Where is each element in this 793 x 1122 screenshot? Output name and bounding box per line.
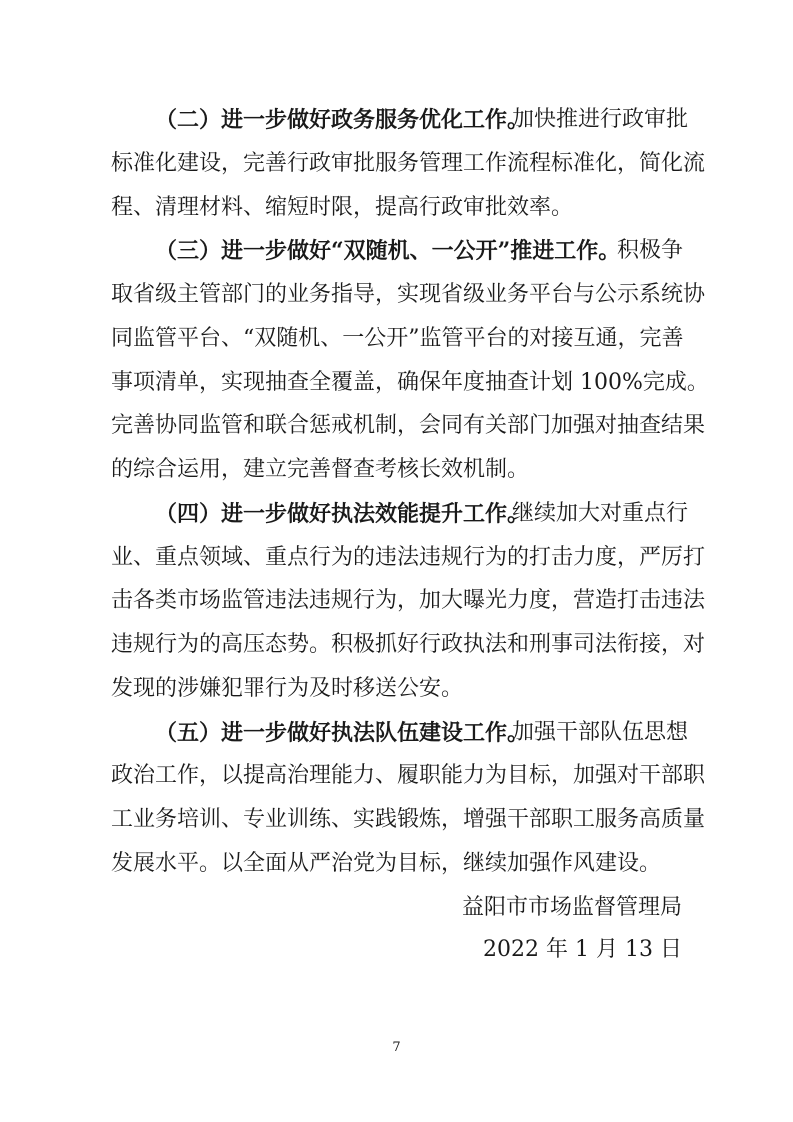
paragraph-line <box>0 756 793 796</box>
paragraph-text: 事项清单，实现抽查全覆盖，确保年度抽查计划 100%完成。 <box>111 370 709 395</box>
paragraph-line <box>0 231 793 271</box>
paragraph-text: 继续加大对重点行 <box>512 501 689 526</box>
paragraph-line <box>0 494 793 534</box>
paragraph-line <box>0 406 793 446</box>
signature-date: 2022 年 1 月 13 日 <box>483 937 682 962</box>
paragraph-text: 加强干部队伍思想 <box>512 720 689 745</box>
paragraph-text: 积极争 <box>617 238 684 263</box>
paragraph-text: 加快推进行政审批 <box>512 107 689 132</box>
paragraph-text: 政治工作，以提高治理能力、履职能力为目标，加强对干部职 <box>111 763 706 788</box>
paragraph-line <box>0 144 793 184</box>
paragraph-text: 标准化建设，完善行政审批服务管理工作流程标准化，简化流 <box>111 151 706 176</box>
paragraph-line <box>0 450 793 490</box>
paragraph-line <box>0 363 793 403</box>
paragraph-line <box>0 800 793 840</box>
paragraph-line <box>0 188 793 228</box>
signature-organization: 益阳市市场监督管理局 <box>462 895 683 920</box>
paragraph-text: 发现的涉嫌犯罪行为及时移送公安。 <box>111 676 464 701</box>
paragraph-text: 业、重点领域、重点行为的违法违规行为的打击力度，严厉打 <box>111 545 706 570</box>
paragraph-text: 的综合运用，建立完善督查考核长效机制。 <box>111 457 530 482</box>
section-heading: （五）进一步做好执法队伍建设工作。 <box>155 720 530 746</box>
paragraph-line <box>0 844 793 884</box>
section-heading: （三）进一步做好“双随机、一公开”推进工作。 <box>155 238 621 264</box>
paragraph-line <box>0 275 793 315</box>
paragraph-text: 发展水平。以全面从严治党为目标，继续加强作风建设。 <box>111 851 662 876</box>
paragraph-text: 违规行为的高压态势。积极抓好行政执法和刑事司法衔接，对 <box>111 632 706 657</box>
paragraph-text: 击各类市场监管违法违规行为，加大曝光力度，营造打击违法 <box>111 588 706 613</box>
paragraph-line <box>0 538 793 578</box>
paragraph-text: 完善协同监管和联合惩戒机制，会同有关部门加强对抽查结果 <box>111 413 706 438</box>
paragraph-text: 程、清理材料、缩短时限，提高行政审批效率。 <box>111 195 574 220</box>
paragraph-line <box>0 100 793 140</box>
paragraph-text: 取省级主管部门的业务指导，实现省级业务平台与公示系统协 <box>111 282 706 307</box>
paragraph-line <box>0 319 793 359</box>
paragraph-line <box>0 581 793 621</box>
paragraph-line <box>0 669 793 709</box>
section-heading: （四）进一步做好执法效能提升工作。 <box>155 501 530 527</box>
paragraph-line <box>0 713 793 753</box>
paragraph-text: 工业务培训、专业训练、实践锻炼，增强干部职工服务高质量 <box>111 807 706 832</box>
paragraph-line <box>0 625 793 665</box>
section-heading: （二）进一步做好政务服务优化工作。 <box>155 107 530 133</box>
paragraph-text: 同监管平台、“双随机、一公开”监管平台的对接互通，完善 <box>111 326 684 351</box>
page-number: 7 <box>392 1040 401 1055</box>
